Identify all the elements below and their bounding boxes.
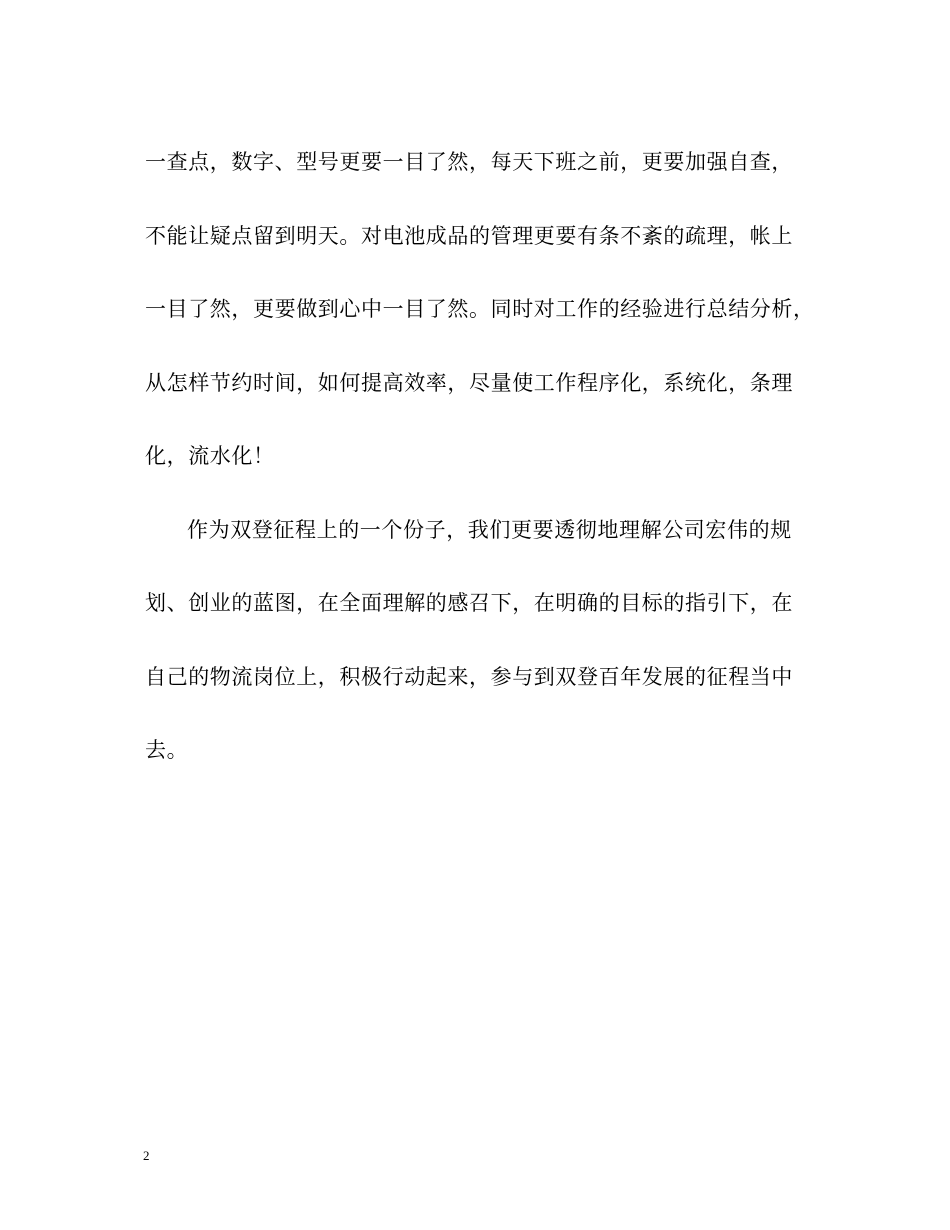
text-line: 划、创业的蓝图，在全面理解的感召下，在明确的目标的指引下，在 [145, 591, 793, 615]
paragraph-first-line: 作为双登征程上的一个份子，我们更要透彻地理解公司宏伟的规 [187, 517, 792, 542]
page-number: 2 [143, 1148, 150, 1163]
text-line: 去。 [145, 738, 189, 762]
text-line: 自己的物流岗位上，积极行动起来，参与到双登百年发展的征程当中 [145, 664, 793, 689]
text-line: 化，流水化！ [145, 444, 275, 468]
text-line: 从怎样节约时间，如何提高效率，尽量使工作程序化，系统化，条理 [145, 370, 793, 395]
text-line: 一查点，数字、型号更要一目了然，每天下班之前，更要加强自查， [145, 150, 793, 174]
text-line: 一目了然，更要做到心中一目了然。同时对工作的经验进行总结分析， [145, 297, 815, 321]
text-line: 不能让疑点留到明天。对电池成品的管理更要有条不紊的疏理，帐上 [145, 223, 793, 248]
body-text [145, 126, 815, 788]
